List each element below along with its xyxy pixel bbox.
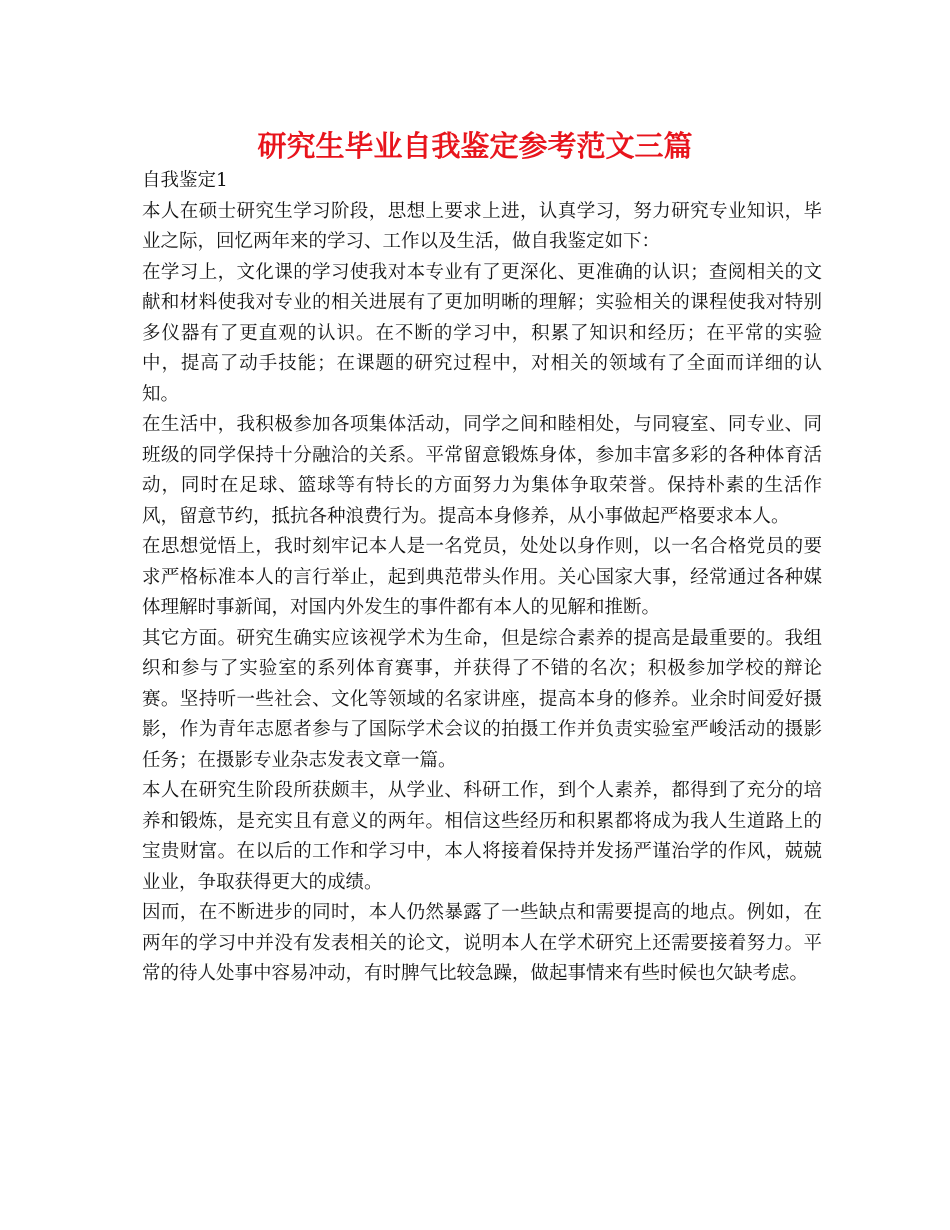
paragraph: 在学习上，文化课的学习使我对本专业有了更深化、更准确的认识；查阅相关的文献和材料使我对专业的相关进展有了更加明晰的理解；实验相关的课程使我对特别多仪器有了更直观的认识。在不断的学习中，积累了知识和经历；在平常的实验中，提高了动手技能；在课题的研究过程中，对相关的领域有了全面而详细的认知。 <box>142 261 822 405</box>
paragraph: 本人在研究生阶段所获颇丰，从学业、科研工作，到个人素养，都得到了充分的培养和锻炼，是充实且有意义的两年。相信这些经历和积累都将成为我人生道路上的宝贵财富。在以后的工作和学习中，本人将接着保持并发扬严谨治学的作风，兢兢业业，争取获得更大的成绩。 <box>142 780 822 893</box>
paragraph: 其它方面。研究生确实应该视学术为生命，但是综合素养的提高是最重要的。我组织和参与了实验室的系列体育赛事，并获得了不错的名次；积极参加学校的辩论赛。坚持听一些社会、文化等领域的名家讲座，提高本身的修养。业余时间爱好摄影，作为青年志愿者参与了国际学术会议的拍摄工作并负责实验室严峻活动的摄影任务；在摄影专业杂志发表文章一篇。 <box>142 627 822 771</box>
section-heading: 自我鉴定1 <box>142 170 228 191</box>
document-title: 研究生毕业自我鉴定参考范文三篇 <box>257 129 693 163</box>
paragraph: 在生活中，我积极参加各项集体活动，同学之间和睦相处，与同寝室、同专业、同班级的同学保持十分融洽的关系。平常留意锻炼身体，参加丰富多彩的各种体育活动，同时在足球、篮球等有特长的方面努力为集体争取荣誉。保持朴素的生活作风，留意节约，抵抗各种浪费行为。提高本身修养，从小事做起严格要求本人。 <box>142 414 822 527</box>
document-body <box>142 166 822 990</box>
paragraph: 因而，在不断进步的同时，本人仍然暴露了一些缺点和需要提高的地点。例如，在两年的学习中并没有发表相关的论文，说明本人在学术研究上还需要接着努力。平常的待人处事中容易冲动，有时脾气比较急躁，做起事情来有些时候也欠缺考虑。 <box>142 902 822 984</box>
paragraph: 在思想觉悟上，我时刻牢记本人是一名党员，处处以身作则，以一名合格党员的要求严格标准本人的言行举止，起到典范带头作用。关心国家大事，经常通过各种媒体理解时事新闻，对国内外发生的事件都有本人的见解和推断。 <box>142 536 822 618</box>
paragraph: 本人在硕士研究生学习阶段，思想上要求上进，认真学习，努力研究专业知识，毕业之际，回忆两年来的学习、工作以及生活，做自我鉴定如下： <box>142 200 822 252</box>
